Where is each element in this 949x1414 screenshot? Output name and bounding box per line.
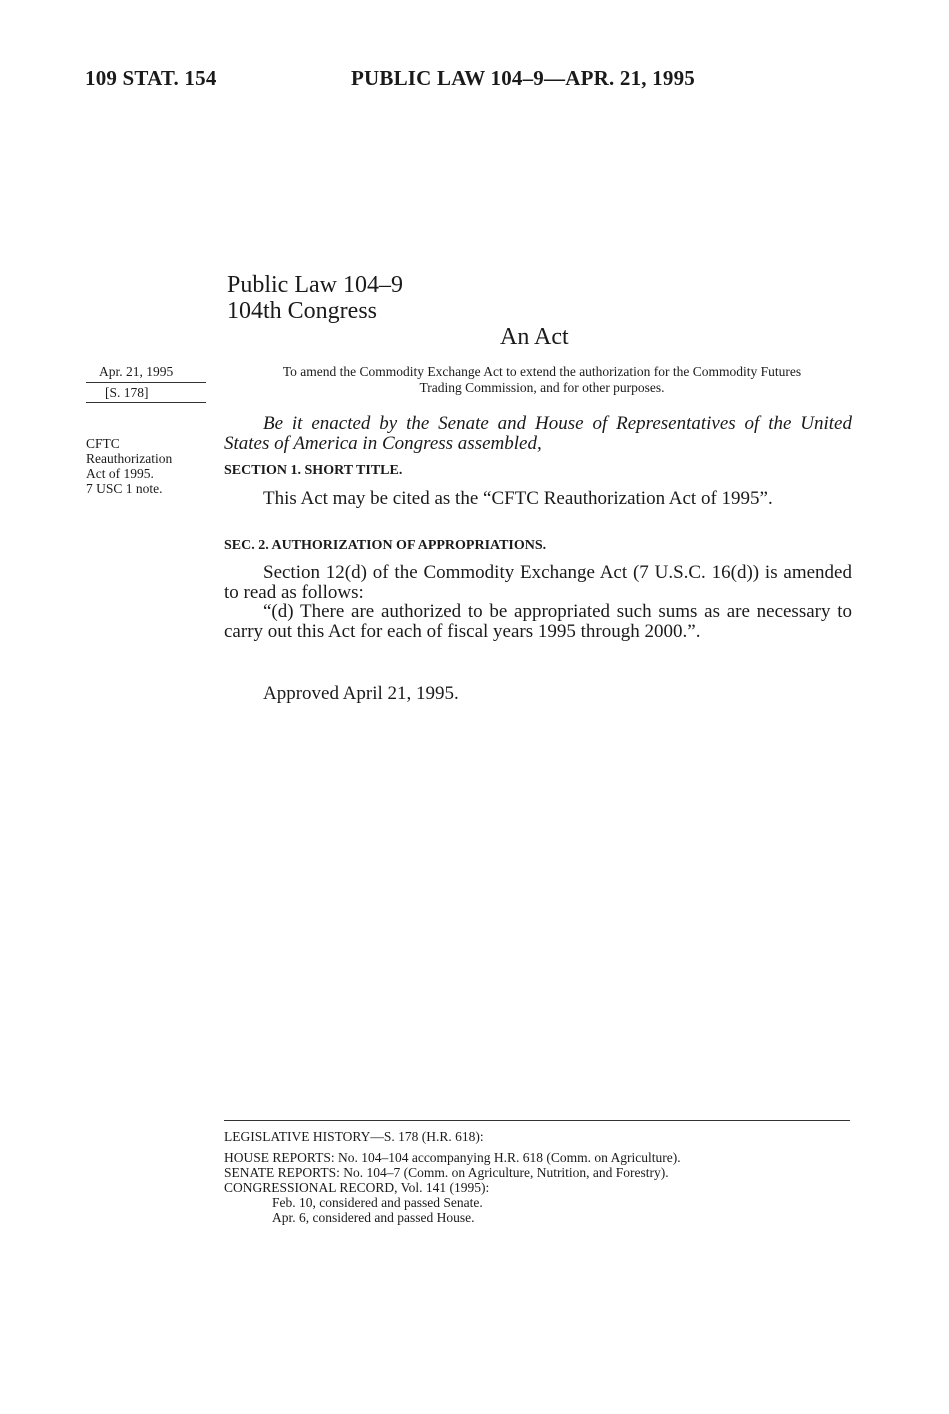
running-title: PUBLIC LAW 104–9—APR. 21, 1995 bbox=[351, 66, 695, 90]
section-heading: SECTION 1. SHORT TITLE. bbox=[224, 463, 403, 478]
margin-usc-note: 7 USC 1 note. bbox=[86, 481, 163, 496]
margin-date: Apr. 21, 1995 bbox=[99, 364, 174, 379]
congress-number: 104th Congress bbox=[227, 298, 377, 324]
section-paragraph: This Act may be cited as the “CFTC Reauthorization Act of 1995”. bbox=[263, 488, 773, 509]
margin-short-title-line: CFTC bbox=[86, 436, 120, 451]
law-number: Public Law 104–9 bbox=[227, 272, 403, 298]
margin-divider bbox=[86, 382, 206, 383]
section-paragraph: Section 12(d) of the Commodity Exchange Act (7 U.S.C. 16(d)) is amended to read as follows: bbox=[224, 562, 852, 603]
history-line: SENATE REPORTS: No. 104–7 (Comm. on Agriculture, Nutrition, and Forestry). bbox=[224, 1165, 669, 1180]
enacting-clause: Be it enacted by the Senate and House of Representatives of the United States of America in Congress assembled, bbox=[224, 413, 852, 454]
history-line: HOUSE REPORTS: No. 104–104 accompanying H.R. 618 (Comm. on Agriculture). bbox=[224, 1150, 681, 1165]
section-paragraph: “(d) There are authorized to be appropriated such sums as are necessary to carry out this Act for each of fiscal years 1995 through 2000.”. bbox=[224, 601, 852, 642]
margin-divider bbox=[86, 402, 206, 403]
record-entry: Apr. 6, considered and passed House. bbox=[272, 1210, 475, 1225]
act-purpose: To amend the Commodity Exchange Act to extend the authorization for the Commodity Futures Trading Commission, and for other purposes. bbox=[282, 364, 802, 395]
legislative-history-title: LEGISLATIVE HISTORY—S. 178 (H.R. 618): bbox=[224, 1129, 484, 1144]
record-entry: Feb. 10, considered and passed Senate. bbox=[272, 1195, 483, 1210]
margin-short-title-line: Reauthorization bbox=[86, 451, 173, 466]
legislative-history bbox=[224, 1150, 854, 1225]
history-divider bbox=[224, 1120, 850, 1121]
margin-bill-number: [S. 178] bbox=[105, 385, 149, 400]
margin-short-title-line: Act of 1995. bbox=[86, 466, 154, 481]
history-line: CONGRESSIONAL RECORD, Vol. 141 (1995): bbox=[224, 1180, 490, 1195]
section-heading: SEC. 2. AUTHORIZATION OF APPROPRIATIONS. bbox=[224, 538, 547, 553]
approval-date: Approved April 21, 1995. bbox=[263, 683, 459, 704]
page-reference: 109 STAT. 154 bbox=[85, 66, 217, 90]
act-label: An Act bbox=[500, 324, 569, 350]
